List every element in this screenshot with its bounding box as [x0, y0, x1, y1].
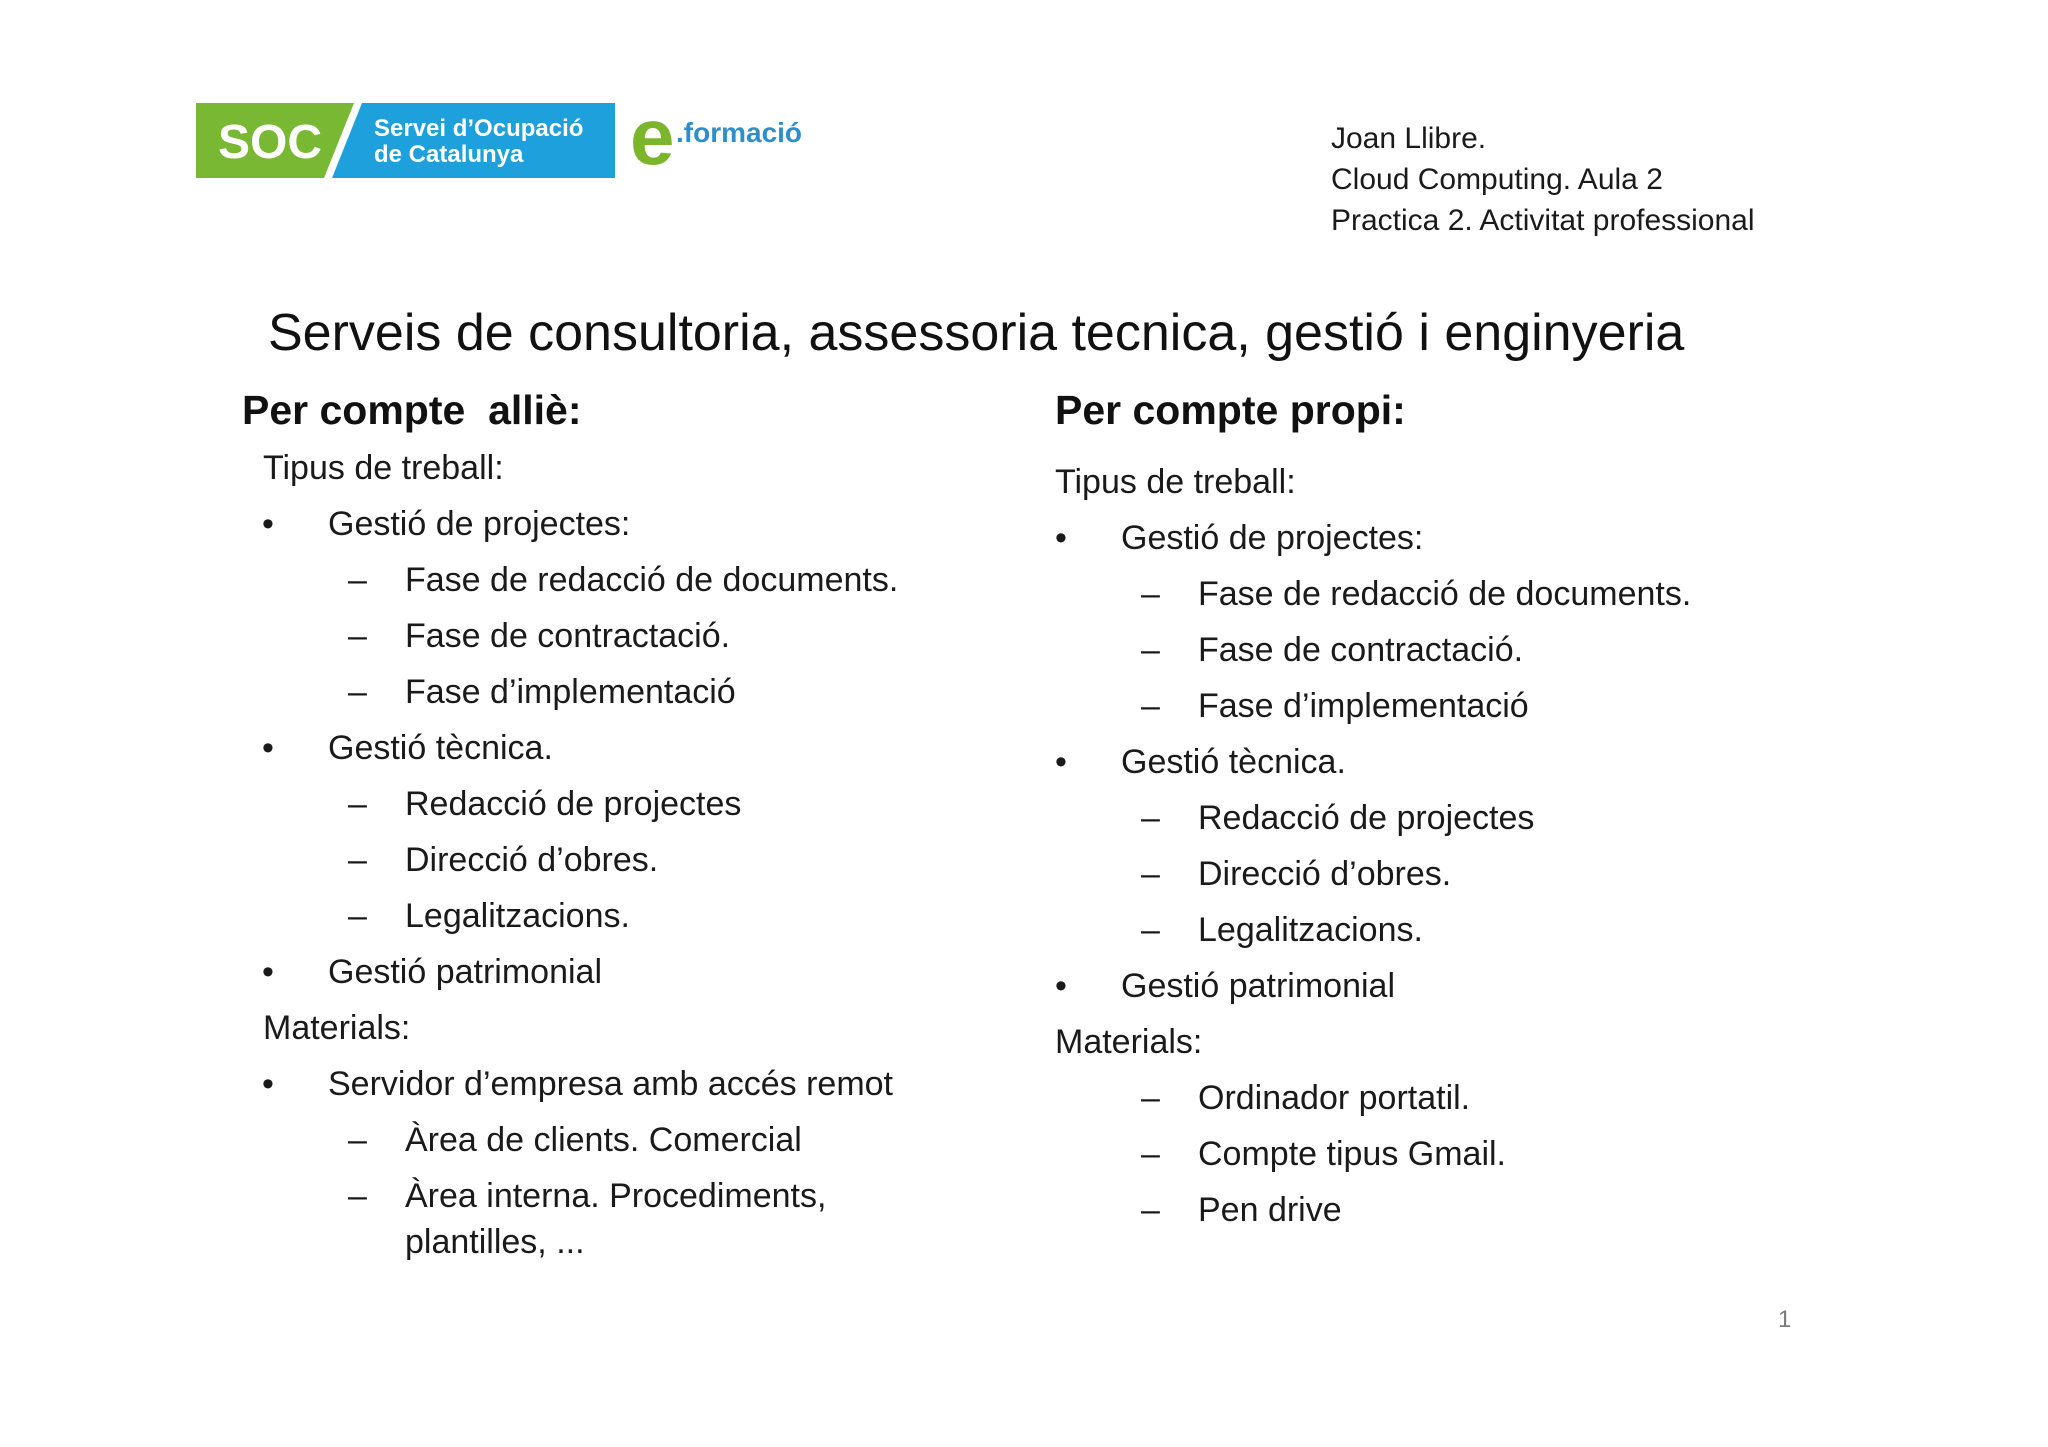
left-materials-label: Materials: [263, 1009, 411, 1047]
activity-line: Practica 2. Activitat professional [1331, 204, 1755, 237]
dash-marker: – [1141, 911, 1160, 949]
left-work-label: Tipus de treball: [263, 449, 504, 487]
right-project-mgmt: Gestió de projectes: [1121, 519, 1424, 557]
dash-marker: – [1141, 575, 1160, 613]
right-gmail-account: Compte tipus Gmail. [1198, 1135, 1506, 1173]
soc-abbrev: SOC [218, 116, 323, 169]
right-phase-contract: Fase de contractació. [1198, 631, 1524, 669]
dash-marker: – [348, 1177, 367, 1215]
dash-marker: – [348, 897, 367, 935]
right-work-label: Tipus de treball: [1055, 463, 1296, 501]
right-column-heading: Per compte propi: [1055, 387, 1406, 433]
left-internal-area-line2: plantilles, ... [405, 1223, 585, 1261]
soc-logo [196, 103, 615, 178]
eformacio-logo [630, 106, 820, 172]
bullet-marker: • [262, 1065, 274, 1103]
right-phase-docs: Fase de redacció de documents. [1198, 575, 1692, 613]
dash-marker: – [1141, 687, 1160, 725]
page-number: 1 [1778, 1306, 1792, 1333]
slide-title: Serveis de consultoria, assessoria tecnica, gestió i enginyeria [268, 304, 1685, 362]
dash-marker: – [348, 673, 367, 711]
left-column-heading: Per compte alliè: [242, 387, 582, 433]
left-works-direction: Direcció d’obres. [405, 841, 659, 879]
dash-marker: – [348, 841, 367, 879]
left-project-mgmt: Gestió de projectes: [328, 505, 631, 543]
dash-marker: – [1141, 855, 1160, 893]
right-phase-impl: Fase d’implementació [1198, 687, 1529, 725]
bullet-marker: • [1055, 743, 1067, 781]
right-laptop: Ordinador portatil. [1198, 1079, 1471, 1117]
right-asset-mgmt: Gestió patrimonial [1121, 967, 1396, 1005]
eformacio-word: .formació [676, 117, 803, 148]
course-line: Cloud Computing. Aula 2 [1331, 163, 1663, 196]
eformacio-letter: e [630, 106, 675, 172]
left-phase-impl: Fase d’implementació [405, 673, 736, 711]
dash-marker: – [348, 1121, 367, 1159]
left-internal-area-line1: Àrea interna. Procediments, [405, 1177, 827, 1215]
dash-marker: – [1141, 799, 1160, 837]
bullet-marker: • [1055, 519, 1067, 557]
bullet-marker: • [262, 729, 274, 767]
right-legalizations: Legalitzacions. [1198, 911, 1423, 949]
header-info [1331, 118, 1755, 241]
right-materials-label: Materials: [1055, 1023, 1203, 1061]
dash-marker: – [1141, 1191, 1160, 1229]
right-pen-drive: Pen drive [1198, 1191, 1342, 1229]
left-server: Servidor d’empresa amb accés remot [328, 1065, 894, 1103]
left-phase-contract: Fase de contractació. [405, 617, 731, 655]
soc-name-line1: Servei d’Ocupació [374, 115, 584, 142]
left-asset-mgmt: Gestió patrimonial [328, 953, 603, 991]
left-clients-area: Àrea de clients. Comercial [405, 1121, 802, 1159]
bullet-marker: • [262, 505, 274, 543]
left-legalizations: Legalitzacions. [405, 897, 630, 935]
dash-marker: – [1141, 1135, 1160, 1173]
left-project-drafting: Redacció de projectes [405, 785, 742, 823]
bullet-marker: • [1055, 967, 1067, 1005]
right-works-direction: Direcció d’obres. [1198, 855, 1452, 893]
dash-marker: – [348, 617, 367, 655]
bullet-marker: • [262, 953, 274, 991]
left-phase-docs: Fase de redacció de documents. [405, 561, 899, 599]
right-tech-mgmt: Gestió tècnica. [1121, 743, 1346, 781]
author-line: Joan Llibre. [1331, 122, 1487, 155]
dash-marker: – [348, 561, 367, 599]
dash-marker: – [1141, 631, 1160, 669]
right-project-drafting: Redacció de projectes [1198, 799, 1535, 837]
dash-marker: – [348, 785, 367, 823]
soc-name-line2: de Catalunya [374, 141, 524, 168]
left-tech-mgmt: Gestió tècnica. [328, 729, 553, 767]
dash-marker: – [1141, 1079, 1160, 1117]
